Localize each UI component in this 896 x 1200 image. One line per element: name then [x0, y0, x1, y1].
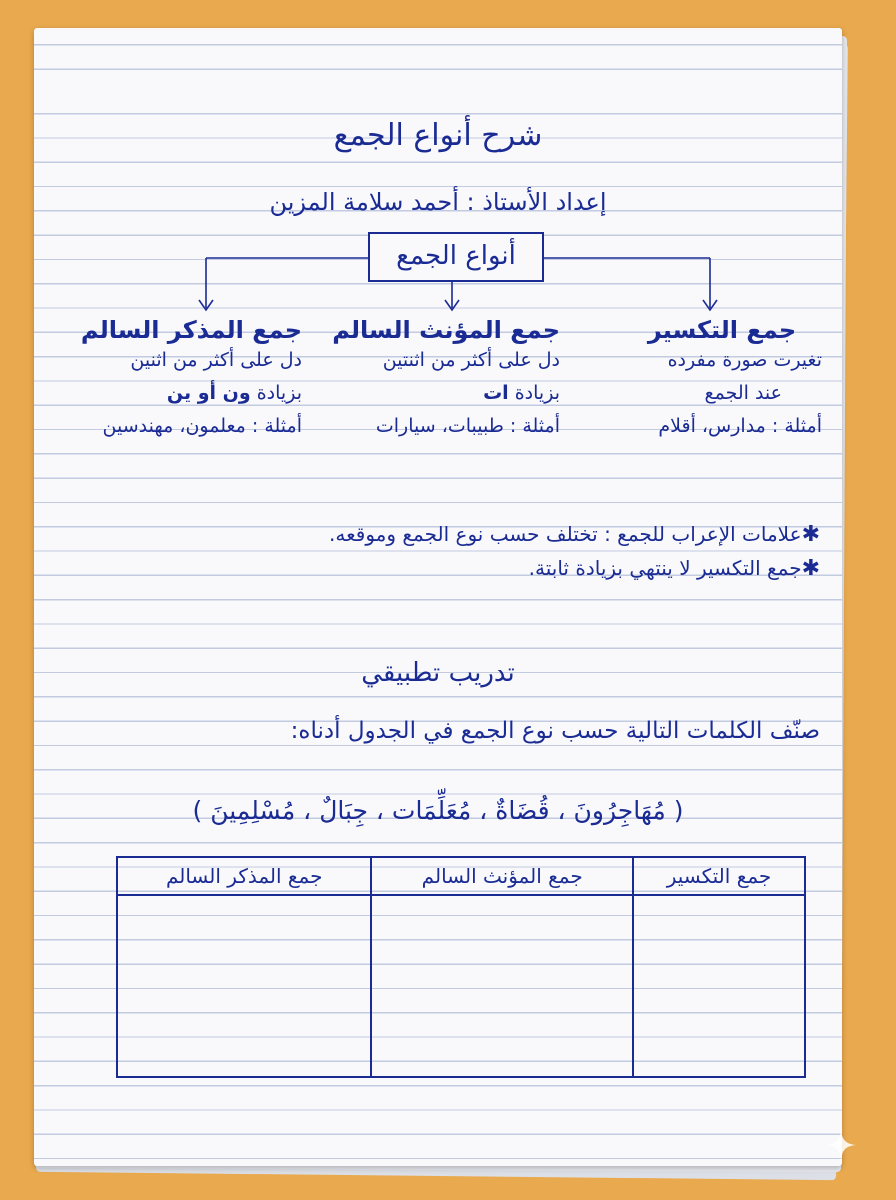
branch-suffix-line [62, 377, 302, 410]
note-text: علامات الإعراب للجمع : تختلف حسب نوع الجمع وموقعه. [329, 522, 802, 546]
asterisk-icon: ✱ [801, 556, 820, 581]
branch-line: تغيرت صورة مفرده [667, 349, 822, 371]
suffix: ون أو ين [166, 382, 251, 404]
practice-heading: تدريب تطبيقي [361, 658, 515, 688]
table-header-cell: جمع المؤنث السالم [371, 857, 633, 895]
branch-broken-plural [602, 316, 822, 443]
practice-word-list: ( مُهَاجِرُونَ ، قُضَاةٌ ، مُعَلِّمَات ، جِبَالٌ ، مُسْلِمِينَ ) [192, 796, 684, 825]
branch-examples: أمثلة : معلمون، مهندسين [102, 415, 302, 437]
table-header-row [117, 857, 805, 895]
sparkle-icon [826, 1130, 856, 1160]
branch-sound-masculine [62, 316, 302, 443]
branch-heading: جمع المؤنث السالم [332, 316, 560, 344]
practice-instruction: صنّف الكلمات التالية حسب نوع الجمع في الجدول أدناه: [290, 718, 820, 744]
suffix-prefix: بزيادة [250, 382, 302, 404]
branch-heading: جمع التكسير [647, 316, 797, 344]
branch-line: دل على أكثر من اثنتين [382, 349, 560, 371]
answer-cell[interactable] [117, 895, 371, 1077]
note-item [329, 522, 820, 547]
branch-sound-feminine [320, 316, 560, 443]
branch-suffix-line [320, 377, 560, 410]
lined-paper [34, 28, 842, 1166]
answer-cell[interactable] [633, 895, 805, 1077]
author-line: إعداد الأستاذ : أحمد سلامة المزين [269, 188, 607, 216]
branch-line: عند الجمع [704, 382, 782, 404]
classification-table [116, 856, 806, 1078]
page-title: شرح أنواع الجمع [333, 118, 543, 153]
diagram-arrows [34, 28, 842, 328]
table-header-cell: جمع المذكر السالم [117, 857, 371, 895]
note-item [529, 556, 820, 581]
asterisk-icon: ✱ [801, 522, 820, 547]
suffix-prefix: بزيادة [508, 382, 560, 404]
branch-line: دل على أكثر من اثنين [130, 349, 302, 371]
diagram-root-box: أنواع الجمع [368, 232, 544, 282]
suffix: ات [483, 382, 509, 404]
table-header-cell: جمع التكسير [633, 857, 805, 895]
branch-examples: أمثلة : طبيبات، سيارات [375, 415, 560, 437]
note-text: جمع التكسير لا ينتهي بزيادة ثابتة. [528, 556, 802, 580]
branch-examples: أمثلة : مدارس، أقلام [658, 415, 822, 437]
branch-heading: جمع المذكر السالم [80, 316, 302, 344]
table-answer-row [117, 895, 805, 1077]
answer-cell[interactable] [371, 895, 633, 1077]
